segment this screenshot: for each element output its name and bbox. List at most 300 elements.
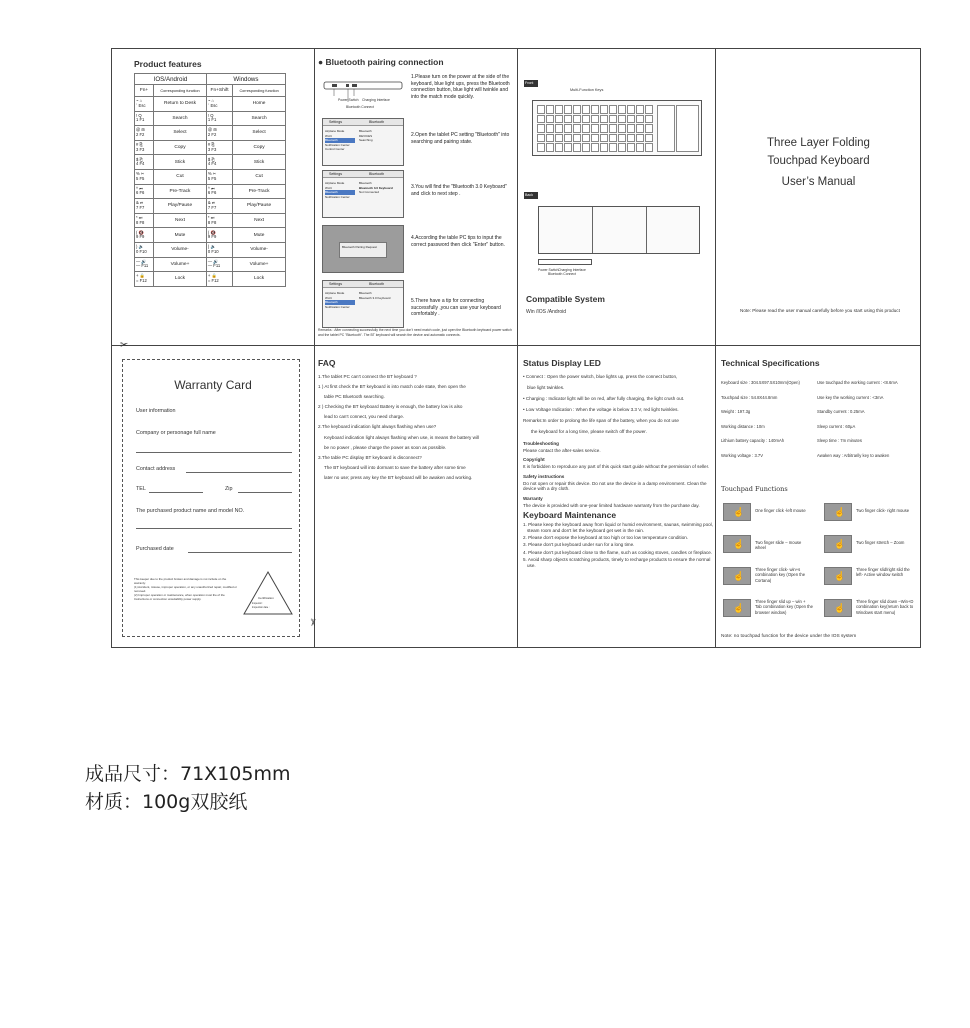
keyboard-back [538,206,700,254]
win-function: Lock [233,272,286,287]
key [546,115,554,124]
key [645,124,653,133]
faq-line: 2 ) Checking the BT keyboard Battery is enough, the battery low is also [318,404,463,410]
key [582,105,590,114]
win-function: Home [233,97,286,112]
key [618,134,626,143]
contact-label: Contact address [136,466,176,472]
menu-item: Bluetooth [325,138,355,143]
key [582,134,590,143]
gesture-text: One finger click -left mouse [755,508,806,513]
footer-size: 成品尺寸：71X105mm [85,763,291,785]
form-line [136,452,292,453]
cover-title-line3: User’s Manual [781,175,856,188]
key [618,115,626,124]
win-function: Pre-Track [233,184,286,199]
win-function: Play/Pause [233,199,286,214]
password-screenshot [322,225,404,273]
ios-function: Return to Desk [154,97,207,112]
win-function: Volume- [233,242,286,257]
step-1 [322,72,512,124]
warranty-fine-print: This keeper due to the product broken and damage is not include on the warranty: (1) Accident, misuse, improper operation, or any unauthorized repair, modified or removed. (2) Improper operation or maintenance, when operation most the of the Instructions or connection unsuitability power supply. [134,577,237,601]
key [546,143,554,152]
bluetooth-title: Bluetooth pairing connection [325,57,444,67]
key [555,124,563,133]
pairing-dialog: Bluetooth Pairing Request [339,242,387,258]
gesture-hand-icon [723,567,751,585]
feature-row [135,257,286,272]
feature-row [135,140,286,155]
warranty-panel [112,346,314,648]
status-title: Status Display LED [523,358,601,368]
bluetooth-remarks: Remarks : After connecting successfully the next time you don't need match code, just open the Bluetooth keyboard power switch and the tablet PC "Bluetooth". The BT keyboard will search the device and automatic connects. [318,328,512,337]
win-function: Next [233,213,286,228]
step-text: 3.You will find the "Bluetooth 3.0 Keyboard" and click to next step . [411,184,507,197]
status-line: • Low Voltage Indication : When the voltage is below 3.3 V, red light twinkles. [523,407,679,413]
gesture-hand-icon [824,535,852,553]
status-line: Remarks:In order to prolong the life span of the battery, when you do not use [523,418,679,424]
fnshift-key: ^ ⏮ 6 F6 [206,184,232,199]
col-func: Corresponding function [154,85,207,97]
gesture-text: Two finger slide – mouse wheel [755,540,802,551]
key [573,134,581,143]
finger-icon: ☝ [834,507,846,517]
key [636,143,644,152]
ios-function: Stick [154,155,207,170]
screen-bar-right: Bluetooth [369,172,385,176]
feature-row [135,272,286,287]
user-info-label: User information [136,408,176,414]
step-4 [322,225,512,277]
feature-row [135,199,286,214]
pane-item: Bluetooth [359,181,372,185]
ios-function: Next [154,213,207,228]
spec-left: Lithium battery capacity : 140mAh [721,438,785,444]
cert-sub1: Inspector : [252,602,264,605]
key [564,143,572,152]
key [609,124,617,133]
status-line: the keyboard for a long time, please switch off the power. [531,429,647,435]
menu-item: Airplane Mode [325,181,345,185]
pane-item: Bluetooth 3.0 Keyboard [359,185,393,190]
key [591,134,599,143]
contact-line[interactable] [186,472,292,473]
key [591,105,599,114]
tel-line[interactable] [149,492,203,493]
col-fn: Fn+ [135,85,154,97]
touchpad-title: Touchpad Functions [721,485,788,493]
trouble-title: Troubleshooting [523,441,559,447]
fnshift-key: * ⏭ 8 F8 [206,213,232,228]
win-function: Stick [233,155,286,170]
trouble-text: Please contact the after-sales service. [523,447,601,453]
key [618,105,626,114]
spec-right: Use key the working current : <3mA [817,394,884,400]
cert-label: Certification [258,596,274,600]
fn-key: — 🔊 — F11 [135,257,154,272]
settings-screenshot [322,170,404,218]
key [573,124,581,133]
menu-item: Wi-Fi [325,295,332,300]
scissors-icon: ✂ [120,340,129,351]
key [555,115,563,124]
faq-line: The BT keyboard will into dormant to save the battery after some time [324,464,466,470]
key [546,124,554,133]
col-func2: Corresponding function [233,85,286,97]
safety-title: Safety instructions [523,473,565,479]
key [564,134,572,143]
copyright-title: Copyright [523,457,545,463]
key [627,143,635,152]
date-line[interactable] [188,552,292,553]
maintenance-list [523,522,713,568]
feature-row [135,155,286,170]
key [600,143,608,152]
faq-line: lead to can't connect, you need charge. [324,414,405,420]
pane-item: Searching [359,138,373,142]
screen-bar-left: Settings [329,282,342,286]
key [573,105,581,114]
scissors-icon: ✂ [306,618,318,627]
ios-function: Volume- [154,242,207,257]
feature-row [135,126,286,141]
column-divider [314,49,315,647]
gesture-hand-icon [723,599,751,617]
copyright-text: It is forbidden to reproduce any part of this quick start guide without the permission of seller. [523,464,710,470]
feature-row [135,111,286,126]
power-switch-label: Power Switch [338,98,359,102]
bluetooth-panel [316,57,516,344]
key [546,134,554,143]
fn-key: $ ⎗ 4 F4 [135,155,154,170]
fn-key: @ ⊞ 2 F2 [135,126,154,141]
menu-item: Airplane Mode [325,129,345,133]
status-panel [523,358,713,644]
gesture-text: Three finger slid/right slid the left- Active window switch [856,567,910,578]
specs-panel [721,358,919,646]
fold-line [592,207,593,253]
keyboard-section [657,105,675,152]
fnshift-key: & ⏯ 7 F7 [206,199,232,214]
key [645,105,653,114]
key [591,143,599,152]
feature-row [135,184,286,199]
ios-function: Search [154,111,207,126]
ios-function: Copy [154,140,207,155]
fn-key: ! Q 1 F1 [135,111,154,126]
menu-item: Notification Center [325,194,350,199]
gesture-text: Three finger click- win+s combination key (Open the Cortana) [755,567,806,583]
bt-connect-label: Bluetooth Connect [548,272,576,276]
finger-icon: ☝ [733,571,745,581]
os-header: IOS/Android [135,74,207,85]
spec-left: Keyboard size : 304.5X97.5X10mm(Open) [721,380,800,385]
gesture-text: Two finger stretch – Zoom [856,540,905,545]
warranty-section-text: The device is provided with one-year limited hardware warranty from the purchase day. [523,502,700,508]
feature-row [135,242,286,257]
compatible-text: Win /IOS /Android [526,309,567,315]
win-function: Cut [233,169,286,184]
key [555,134,563,143]
menu-item: Wi-Fi [325,185,332,190]
key [537,124,545,133]
step-text: 5.There have a tip for connecting successfully ,you can use your keyboard comfortably . [411,298,501,317]
key [609,134,617,143]
key [537,115,545,124]
spec-right: Awaken way : Arbitrarily key to awaken [817,453,890,458]
keyboard-drawings-panel [518,50,714,344]
key [618,124,626,133]
faq-line: be no power , please charge the power as soon as possible. [324,444,447,450]
spec-left: Working distance : 10m [721,423,765,429]
ios-function: Cut [154,169,207,184]
gesture-text: Two finger click- right mouse [856,508,910,513]
feature-row [135,228,286,243]
win-function: Copy [233,140,286,155]
key [537,105,545,114]
key-grid [537,105,653,152]
finger-icon: ☝ [834,603,846,613]
keyboard-front [532,100,702,156]
feature-row [135,169,286,184]
key [537,134,545,143]
fn-key: & ⏯ 7 F7 [135,199,154,214]
screen-bar-right: Bluetooth [369,120,385,124]
key [636,115,644,124]
screen-bar-right: Bluetooth [369,282,385,286]
menu-item: Control Center [325,147,345,151]
key [600,124,608,133]
spec-left: Touchpad size : 54.8X44.8mm [721,394,778,400]
gesture-hand-icon [723,503,751,521]
finger-icon: ☝ [733,507,745,517]
spec-right: Standby current : 0.25mA [817,409,865,415]
pane-item: Bluetooth [359,129,372,133]
fn-key: ( 🔇 9 F9 [135,228,154,243]
gesture-hand-icon [824,567,852,585]
company-label: Company or personage full name [136,430,216,436]
status-line: blue light twinkles. [527,385,565,391]
ios-function: Play/Pause [154,199,207,214]
compatible-title: Compatible System [526,294,605,304]
fn-key: % ✂ 5 F5 [135,169,154,184]
status-line: • Charging : Indicator light will be on red, after fully charging, the light crush out. [523,396,685,402]
maintenance-item: 2. Please don't expose the keyboard at too high or too low temperature condition. [523,535,689,541]
menu-item: Airplane Mode [325,291,345,295]
screen-bar-left: Settings [329,120,342,124]
product-features-table [134,73,286,287]
faq-line: Keyboard indication light always flashing when use, is means the battery will [324,434,479,440]
manual-sheet [111,48,921,648]
menu-item: Notification Center [325,304,350,309]
key [609,115,617,124]
maintenance-title: Keyboard Maintenance [523,510,617,521]
key [591,115,599,124]
screen-bar-left: Settings [329,172,342,176]
key [564,105,572,114]
product-features-panel [134,59,314,344]
cover-title-line1: Three Layer Folding [767,137,870,149]
key [573,143,581,152]
win-function: Volume+ [233,257,286,272]
gesture-hand-icon [723,535,751,553]
key [537,143,545,152]
touchpad-icon [676,105,699,152]
back-tag: Back [524,192,538,199]
fn-key: ~ ⌂ ` Esc [135,97,154,112]
fold-line [646,207,647,253]
gesture-hand-icon [824,599,852,617]
spec-left: Working voltage : 3.7V [721,453,764,458]
key [600,134,608,143]
key [645,115,653,124]
ios-function: Lock [154,272,207,287]
feature-row [135,213,286,228]
key [573,115,581,124]
product-name-line[interactable] [136,528,292,529]
spec-right: Use touchpad the working current : <8.6mA [817,380,898,385]
key [564,115,572,124]
key [609,143,617,152]
finger-icon: ☝ [733,603,745,613]
key [564,124,572,133]
fnshift-key: @ ⊞ 2 F2 [206,126,232,141]
charging-label: Charging Interface [362,98,390,102]
pane-item: Not Connected [359,190,380,194]
step-text: 1.Please turn on the power at the side of the keyboard, blue light ups, press the Bluetooth connection button, blue light will twinkle and into the match mode quickly. [411,74,510,100]
product-features-title: Product features [134,59,202,69]
key [636,134,644,143]
fn-key: + 🔒 = F12 [135,272,154,287]
faq-line: later no use; press any key the BT keyboard will be awaken and working. [324,474,473,480]
pane-item: Bluetooth 3.0 Keyboard [359,295,391,300]
gesture-text: Three finger slid up – win + Tab combination key (Open the browser window) [755,599,813,615]
fnshift-key: # ⎘ 3 F3 [206,140,232,155]
key [627,115,635,124]
step-2 [322,118,512,170]
key [627,124,635,133]
fn-key: * ⏭ 8 F8 [135,213,154,228]
faq-line: 2.The keyboard indication light always flashing when use? [318,424,437,430]
bt-connect-label: Bluetooth Connect [346,105,374,109]
cover-title-line2: Touchpad Keyboard [767,155,870,168]
win-header: Windows [206,74,285,85]
spec-right: Sleep current : 60μA [817,423,856,429]
key [600,105,608,114]
charging-label: Charging Interface [558,268,586,272]
warranty-section-title: Warranty [523,495,543,501]
gesture-text: Three finger slid down –Win+D combination key(return back to Windows start menu) [856,599,914,615]
key [582,143,590,152]
finger-icon: ☝ [733,539,745,549]
faq-line: 3.The table PC display BT keyboard is disconnect? [318,454,422,460]
fn-key: # ⎘ 3 F3 [135,140,154,155]
finger-icon: ☝ [834,571,846,581]
key [555,143,563,152]
feature-row [135,97,286,112]
warranty-title: Warranty Card [174,378,252,392]
fnshift-key: ) 🔉 0 F10 [206,242,232,257]
key [555,105,563,114]
key [609,105,617,114]
ios-function: Select [154,126,207,141]
finger-icon: ☝ [834,539,846,549]
faq-line: 1 ) At first check the BT keyboard is into match code state, then open the [318,384,466,390]
key [591,124,599,133]
product-name-label: The purchased product name and model NO. [136,508,245,514]
ios-function: Pre-Track [154,184,207,199]
fnshift-key: ~ ⌂ ` Esc [206,97,232,112]
key [546,105,554,114]
faq-line: table PC Bluetooth searching. [324,394,385,400]
fnshift-key: ( 🔇 9 F9 [206,228,232,243]
fnshift-key: ! Q 1 F1 [206,111,232,126]
pane-item: DEVICES [359,133,373,138]
safety-text: Do not open or repair this device. Do not use the device in a damp environment. Clean the device with a dry cloth. [523,480,707,492]
tel-label: TEL [136,486,146,492]
zip-label: Zip [225,486,233,492]
fnshift-key: % ✂ 5 F5 [206,169,232,184]
settings-screenshot [322,118,404,166]
key [618,143,626,152]
fn-key: ) 🔉 0 F10 [135,242,154,257]
menu-item: Bluetooth [325,190,355,195]
key [636,124,644,133]
key [645,134,653,143]
key [600,115,608,124]
fnshift-key: + 🔒 = F12 [206,272,232,287]
specs-title: Technical Specifications [721,358,820,368]
win-function: Mute [233,228,286,243]
maintenance-item: 1. Please keep the keyboard away from liquid or humid environment, saunas, swimming pool, steam room and don't let the keyboard get wet in the rain. [523,522,713,533]
win-function: Select [233,126,286,141]
gesture-hand-icon [824,503,852,521]
status-list [523,371,713,437]
zip-line[interactable] [238,492,292,493]
fnshift-key: $ ⎗ 4 F4 [206,155,232,170]
power-switch-label: Power Switch [538,268,559,272]
ios-function: Volume+ [154,257,207,272]
step-5 [322,280,512,332]
fnshift-key: — 🔊 — F11 [206,257,232,272]
key [582,115,590,124]
cover-note: Note: Please read the user manual carefully before you start using this product [740,308,900,313]
front-tag: Front [524,80,538,87]
faq-title: FAQ [318,358,336,368]
menu-item: Notification Center [325,142,350,147]
col-fnshift: Fn+Shift [206,85,232,97]
fn-key: ^ ⏮ 6 F6 [135,184,154,199]
key [627,105,635,114]
keyboard-side [538,259,592,265]
win-function: Search [233,111,286,126]
menu-item: Wi-Fi [325,133,332,138]
specs-note: Note: no touchpad function for the device under the IOS system [721,634,857,639]
step-text: 2.Open the tablet PC setting "Bluetooth" into searching and pairing state. [411,132,510,145]
cert-sub2: Inspection date : [252,606,270,609]
pane-item: Bluetooth [359,291,372,295]
faq-panel [318,358,516,644]
settings-screenshot [322,280,404,328]
maintenance-item: 4. Please don't put keyboard close to the flame, such as cooking stoves, candles or fireplace. [523,549,713,555]
key [645,143,653,152]
ios-function: Mute [154,228,207,243]
menu-item: Bluetooth [325,300,355,305]
maintenance-item: 5. Avoid sharp objects scratching products, timely to recharge products to ensure the normal use. [523,556,711,568]
cover-panel [716,50,921,344]
key [636,105,644,114]
footer-material: 材质：100g双胶纸 [85,790,248,813]
